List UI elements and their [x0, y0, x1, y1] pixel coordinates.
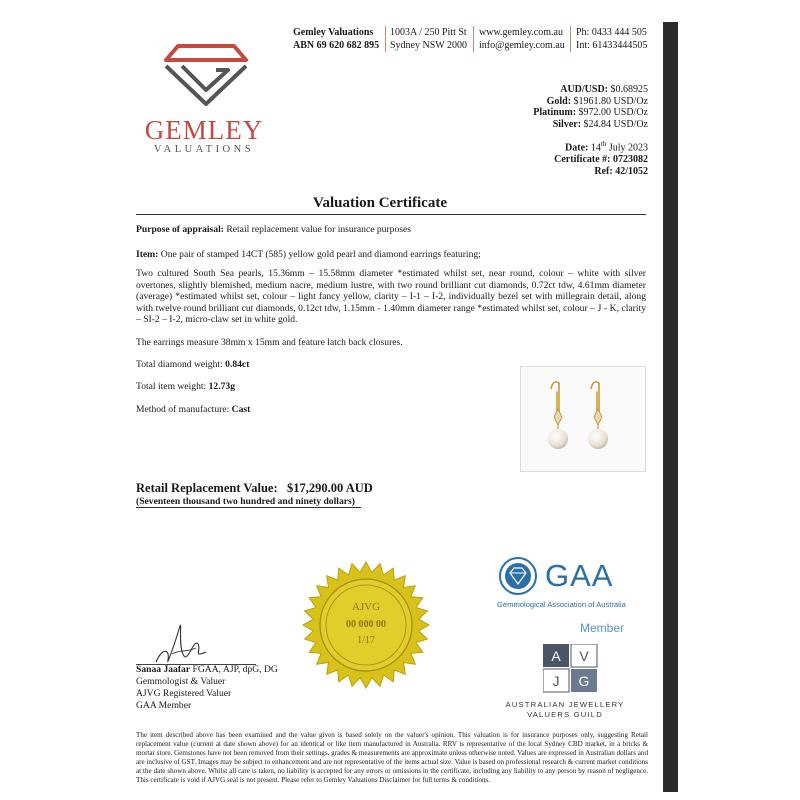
- silver-value: $24.84 USD/Oz: [583, 118, 648, 130]
- purpose-value: Retail replacement value for insurance purposes: [226, 224, 411, 235]
- logo-subtitle: VALUATIONS: [153, 144, 255, 155]
- ajvg-letter-a: A: [551, 648, 561, 664]
- address-line2: Sydney NSW 2000: [390, 40, 468, 51]
- ajvg-letter-v: V: [579, 648, 589, 664]
- retail-value-label: Retail Replacement Value:: [136, 481, 278, 495]
- seal-text-bottom: 1/17: [357, 635, 375, 646]
- value-rule: [136, 507, 361, 508]
- seal-text-top: AJVG: [351, 601, 381, 613]
- item-weight-value: 12.73g: [208, 381, 235, 392]
- platinum-value: $972.00 USD/Oz: [578, 107, 648, 119]
- item-weight-label: Total item weight:: [136, 381, 207, 392]
- gaa-full-name: Gemmological Association of Australia: [497, 600, 626, 609]
- ajvg-seal: [301, 560, 431, 690]
- ajvg-name-line1: AUSTRALIAN JEWELLERY: [505, 700, 625, 709]
- gold-label: Gold:: [546, 95, 572, 107]
- header-divider: [570, 26, 571, 52]
- valuer-role: Gemmologist & Valuer: [136, 676, 226, 687]
- date-label: Date:: [565, 142, 589, 154]
- item-value: One pair of stamped 14CT (585) yellow gold pearl and diamond earrings featuring;: [160, 249, 481, 260]
- header-address-block: [390, 26, 467, 52]
- purpose-line: [136, 224, 646, 236]
- metal-rates: [533, 84, 648, 130]
- certificate-meta: [554, 139, 648, 177]
- aud-usd-value: $0.68925: [610, 84, 648, 95]
- method-value: Cast: [231, 404, 251, 415]
- gaa-emblem-icon: [498, 556, 538, 596]
- gaa-abbreviation: GAA: [545, 558, 614, 593]
- method-label: Method of manufacture:: [136, 404, 230, 415]
- certificate-title: Valuation Certificate: [312, 195, 447, 211]
- disclaimer: The item described above has been examined and the value given is based solely on the valuer's opinion. This valuation is for insurance purposes only, suggesting Retail replacement value (current at date shown above) for an identical or like item manufactured in Australia. RRV is representative of the local Sydney CBD market, in a bricks & mortar store. Gemstones have not been removed from their settings, grades & measurements are approximate unless otherwise noted. Values are expressed in Australian dollars and are inclusive of GST. Images may be subject to enhancement and are not representative of the items actual size. Value is based on professional research & current market conditions at the date shown above. Whilst all care is taken, no liability is accepted for any errors or omissions in the certificate, including any liability to any person by reason of negligence. This certificate is void if AJVG seal is not present. Please refer to Gemley Valuations Disclaimer for full terms & conditions.: [136, 731, 648, 785]
- seal-text-number: 00 000 00: [346, 619, 386, 630]
- ajvg-letter-j: J: [552, 673, 560, 689]
- header-divider: [473, 26, 474, 52]
- silver-label: Silver:: [552, 118, 582, 130]
- valuer-name: Sanaa Jaafar: [136, 664, 191, 675]
- header-web-block: [479, 26, 565, 52]
- company-name: Gemley Valuations: [293, 27, 374, 38]
- ref-value: 42/1052: [615, 165, 648, 177]
- item-description: Two cultured South Sea pearls, 15.36mm – 15.58mm diameter *estimated whilst set, near round, colour – white with silver overtones, slightly blemished, medium nacre, medium lustre, with two round brilliant cut diamonds, 0.72ct tdw, 4.61mm diameter (average) *estimated whilst set, colour – light fancy yellow, clarity – I-1 – I-2, individually bezel set with millegrain detail, along with twelve round brilliant cut diamonds, 0.12ct tdw, 1.15mm - 1.40mm diameter range *estimated whilst set, colour – J - K, clarity – SI-2 – I-2, micro-claw set in white gold.: [136, 268, 646, 325]
- retail-value-words: (Seventeen thousand two hundred and ninety dollars): [136, 496, 355, 507]
- ref-label: Ref:: [594, 165, 613, 177]
- header-divider: [385, 26, 386, 52]
- valuer-block: [136, 664, 278, 712]
- side-bar: [663, 22, 678, 792]
- gold-value: $1961.80 USD/Oz: [573, 95, 648, 107]
- date-day: 14: [590, 142, 601, 154]
- cert-value: 0723082: [613, 153, 648, 165]
- title-rule: [136, 214, 646, 215]
- gaa-member-label: Member: [580, 621, 625, 635]
- item-line: [136, 249, 646, 261]
- diamond-weight-label: Total diamond weight:: [136, 359, 223, 370]
- header-phone-block: [576, 26, 647, 52]
- measurements: The earrings measure 38mm x 15mm and feature latch back closures.: [136, 337, 403, 348]
- date-rest: July 2023: [608, 142, 648, 154]
- date-suffix: th: [600, 140, 607, 148]
- earrings-photo: [520, 366, 646, 472]
- purpose-label: Purpose of appraisal:: [136, 224, 224, 235]
- valuer-registration: AJVG Registered Valuer: [136, 688, 232, 699]
- intl-phone: Int: 61433444505: [576, 40, 648, 51]
- signature: [148, 618, 218, 670]
- platinum-label: Platinum:: [533, 107, 577, 119]
- diamond-weight-value: 0.84ct: [225, 359, 250, 370]
- phone: Ph: 0433 444 505: [576, 27, 647, 38]
- address-line1: 1003A / 250 Pitt St: [390, 27, 467, 38]
- gem-logo-icon: [164, 44, 248, 106]
- email-link[interactable]: info@gemley.com.au: [479, 40, 565, 51]
- valuer-membership: GAA Member: [136, 700, 192, 711]
- valuer-credentials: FGAA, AJP, dpG, DG: [192, 664, 278, 675]
- ajvg-letter-g: G: [578, 673, 590, 689]
- header-company-block: [293, 26, 379, 52]
- cert-label: Certificate #:: [554, 153, 611, 165]
- retail-value-line: [136, 481, 373, 496]
- website-link[interactable]: www.gemley.com.au: [479, 27, 563, 38]
- item-label: Item:: [136, 249, 159, 260]
- abn: ABN 69 620 682 895: [293, 40, 380, 51]
- retail-value-amount: $17,290.00 AUD: [287, 481, 373, 495]
- ajvg-name-line2: VALUERS GUILD: [527, 710, 603, 719]
- ajvg-logo-icon: [543, 644, 599, 694]
- aud-usd-label: AUD/USD:: [560, 84, 608, 95]
- logo-wordmark: GEMLEY: [144, 115, 264, 145]
